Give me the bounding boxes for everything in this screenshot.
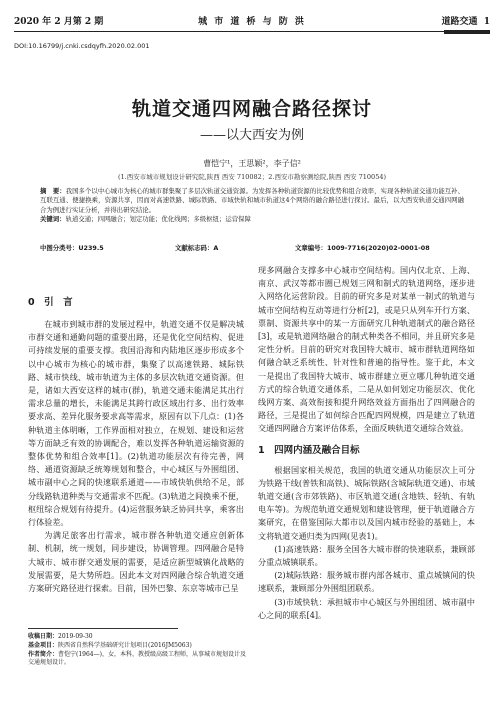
paragraph: 现多网融合支撑多中心城市空间结构。国内仅北京、上海、南京、武汉等都市圈已规划三网和制式的轨道网络，逐步进入网络化运营阶段。目前的研究多是对某单一制式的轨道与城市空间结构互动等进行分析[2]，或是只从列车开行方案、票制、资源共享中的某一方面研究几种轨道制式的融合路径[3]，或是轨道网络融合的制式种类各不相同，并且研究多是定性分析。目前的研究对我国特大城市、城市群轨道网络如何融合缺乏系统性、针对性和普遍的指导性。鉴于此，本文一是提出了我国特大城市、城市群建立更立哪几种轨道交通方式的综合轨道交通体系，二是从如何划定功能层次、优化线网方案、高效衔接和提升网络效益方面指出了四网融合的路径，三是提出了如何综合匹配四网规模，四是建立了轨道交通四网融合方案评估体系，全面反映轨道交通综合效益。 <box>258 265 475 434</box>
running-header <box>14 12 490 28</box>
paragraph: 根据国家相关规范，我国的轨道交通从功能层次上可分为铁路干线(普铁和高铁)、城际铁路(含城际轨道交通)、市域轨道交通(含市郊铁路)、市区轨道交通(含地铁、轻轨、有轨电车等)。为规范轨道交通规划和建设管理，便于轨道融合方案研究，在借鉴国际大都市以及国内城市经验的基础上，本文将轨道交通归类为四网(见表1)。 <box>258 464 475 541</box>
section-heading-1: 1 四网内涵及融合目标 <box>258 444 360 456</box>
abstract-block <box>40 187 464 225</box>
paragraph: 在城市到城市群的发展过程中，轨道交通不仅是解决城市群交通和通勤问题的重要出路，还是优化空间结构、促进可持续发展的重要支撑。我国沿海和内陆地区逐步形成多个以中心城市为核心的城市群，集聚了以高速铁路、城际铁路、城市快线、城市轨道为主体的多层次轨道交通资源。但是，诸如大西安这样的城市(群)，轨道交通未能满足其出行需求总量的增长，未能满足其跨行政区域出行多、出行效率要求高、差异化服务要求高等需求，原因有以下几点：(1)各种轨道主体明晰，工作界面相对独立，在规划、建设和运营等方面缺乏有效的协调配合，难以发挥各种轨道运输资源的整体优势和组合效率[1]。(2)轨道功能层次有待完善，网络、通道资源缺乏统筹规划和整合，中心城区与外围组团、城市副中心之间的快速联系通道——市域快轨供给不足，部分线路轨道种类与交通需求不匹配。(3)轨道之间换乘不便，枢纽综合规划有待提升。(4)运营服务缺乏协同共享，乘客出行体验差。 <box>28 319 244 528</box>
keywords-text: 轨道交通；四网融合；划定功能；优化线网；多级枢纽；运营保障 <box>65 215 251 224</box>
paragraph: (3)市域快轨：承担城市中心城区与外围组团、城市副中心之间的联系[4]。 <box>258 596 475 620</box>
footnote-rule <box>28 628 178 629</box>
footnote <box>28 633 246 668</box>
header-section <box>441 14 490 27</box>
header-page-tab <box>444 30 490 34</box>
doi: DOI:10.16799/j.cnki.csdqyfh.2020.02.001 <box>14 42 150 50</box>
header-page-number: 1 <box>483 17 490 27</box>
header-issue: 2020 年 2 月第 2 期 <box>14 17 104 27</box>
article-meta <box>40 243 464 253</box>
paper-affiliation: (1.西安市城市规划设计研究院,陕西 西安 710082；2.西安市勘察测绘院,陕西 西安 710054) <box>118 173 386 181</box>
abstract-text: 我国多个以中心城市为核心的城市群集聚了多层次轨道交通资源。为发挥各种轨道资源的比较优势和组合效率，实现各种轨道交通功能互补、互联互通、便捷换乘，资源共享，因而对高速铁路、城际铁路、市域快轨和城市轨道这4个网络的融合路径进行探讨。最后，以大西安轨道交通四网融合为例进行实证分析，并得出研究结论。 <box>40 187 465 214</box>
paper-subtitle: ——以大西安为例 <box>199 128 304 143</box>
received-date: 收稿日期：2019-09-30 <box>28 633 93 640</box>
keywords-label: 关键词： <box>40 215 66 224</box>
author-bio: 作者简介：曹恺宁(1964—)，女，本科，教授级高级工程师，从事城市规划设计及交通规划设计。 <box>28 650 246 667</box>
paragraph: 为满足旅客出行需求，城市群各种轨道交通应创新体制、机制，统一规划，同步建设，协调管理。四网融合是特大城市、城市群交通发展的需要，是适应新型城镇化战略的发展需要，是大势所趋。因此本文对四网融合综合轨道交通方案研究路径进行探索。目前，国外巴黎、东京等城市已呈 <box>28 530 244 594</box>
fund-project: 基金项目：陕西省自然科学基础研究计划项目(2016JM5063) <box>28 641 192 649</box>
keywords <box>40 215 464 224</box>
right-column <box>258 264 475 622</box>
paper-title: 轨道交通四网融合路径探讨 <box>131 98 372 120</box>
clc-number: 中图分类号：U239.5 <box>40 244 104 252</box>
section-heading-intro: 0 引 言 <box>28 297 73 308</box>
paragraph: (1)高速铁路：服务全国各大城市群的快速联系，兼顾部分重点城镇联系。 <box>258 543 475 568</box>
paper-authors: 曹恺宁¹，王思颖²，李子信² <box>203 159 301 168</box>
article-number: 文章编号：1009-7716(2020)02-0001-08 <box>295 244 430 252</box>
header-rule <box>14 31 490 32</box>
abstract <box>40 187 464 215</box>
header-journal: 城 市 道 桥 与 防 洪 <box>198 17 306 27</box>
left-column <box>28 296 244 595</box>
header-section-label: 道路交通 <box>441 17 478 27</box>
paragraph: (2)城际铁路：服务城市群内部各城市、重点城镇间的快速联系，兼顾部分外围组团联系。 <box>258 570 475 594</box>
abstract-label: 摘 要： <box>40 187 66 195</box>
document-code: 文献标志码：A <box>175 244 219 252</box>
